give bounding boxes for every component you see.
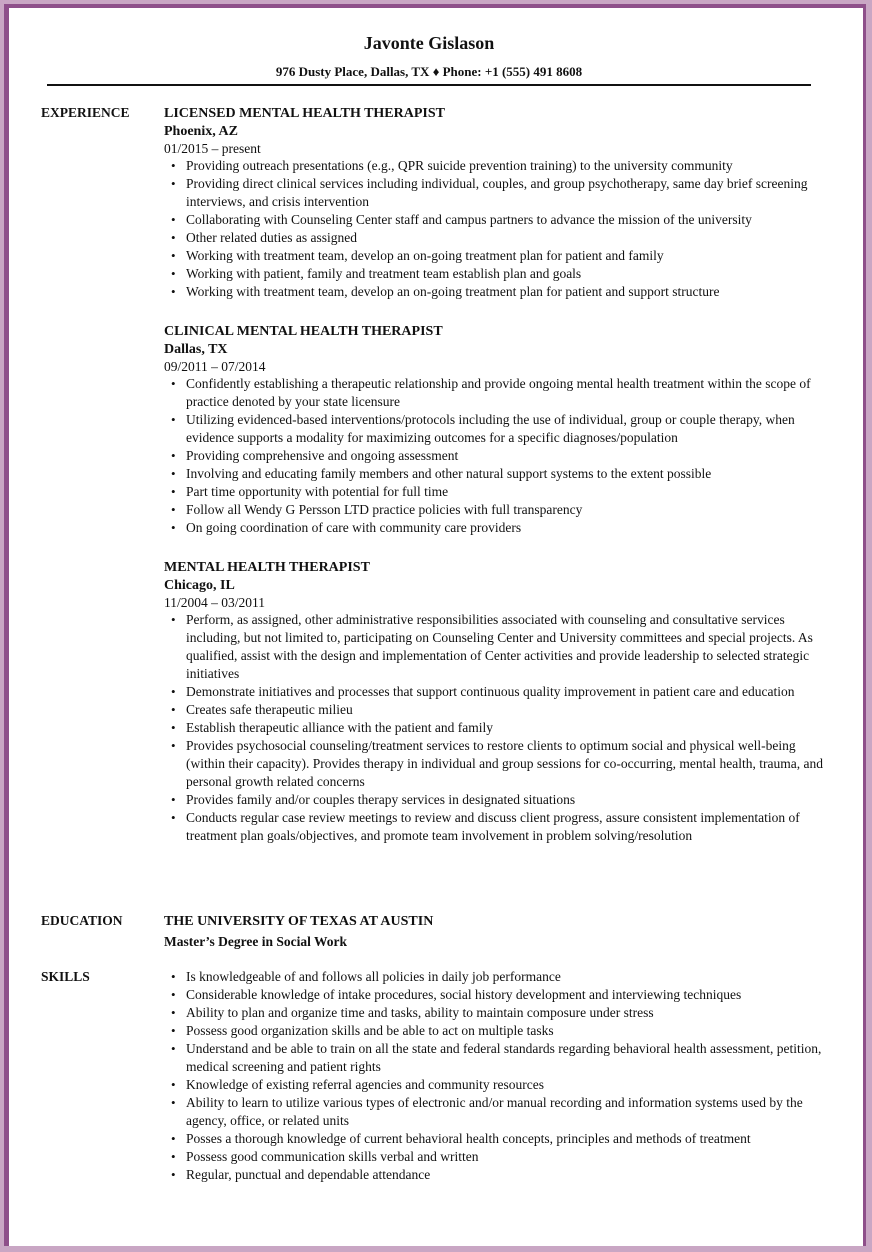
- bullet-item: • Providing outreach presentations (e.g., QPR suicide prevention training) to the university community: [186, 157, 824, 175]
- job-bullets: [164, 375, 824, 537]
- bullet-item: • Provides psychosocial counseling/treatment services to restore clients to optimum social and physical well-being (within their capacity). Provides therapy in individual and group sessions for co-occurring, mental health, trauma, and personal growth related concerns: [186, 737, 824, 791]
- bullet-item: • Other related duties as assigned: [186, 229, 824, 247]
- header-divider: [47, 84, 811, 86]
- experience-section: [164, 105, 824, 845]
- job-title: CLINICAL MENTAL HEALTH THERAPIST: [164, 324, 443, 339]
- experience-heading: EXPERIENCE: [41, 105, 130, 120]
- skill-item: • Posses a thorough knowledge of current behavioral health concepts, principles and methods of treatment: [186, 1130, 824, 1148]
- skill-item: • Possess good organization skills and be able to act on multiple tasks: [186, 1022, 824, 1040]
- skill-item: • Knowledge of existing referral agencies and community resources: [186, 1076, 824, 1094]
- bullet-item: • Establish therapeutic alliance with the patient and family: [186, 719, 824, 737]
- skill-item: • Understand and be able to train on all the state and federal standards regarding behavioral health assessment, petition, medical screening and patient rights: [186, 1040, 824, 1076]
- bullet-item: • Providing comprehensive and ongoing assessment: [186, 447, 824, 465]
- skills-section: [164, 968, 824, 1184]
- bullet-item: • Involving and educating family members and other natural support systems to the extent possible: [186, 465, 824, 483]
- education-section: [164, 913, 824, 951]
- job-bullets: [164, 157, 824, 301]
- contact-line: 976 Dusty Place, Dallas, TX ♦ Phone: +1 (555) 491 8608: [275, 64, 583, 79]
- bullet-item: • Working with treatment team, develop an on-going treatment plan for patient and family: [186, 247, 824, 265]
- skills-heading: SKILLS: [41, 969, 90, 984]
- job-location: Phoenix, AZ: [164, 124, 238, 139]
- bullet-item: • Follow all Wendy G Persson LTD practice policies with full transparency: [186, 501, 824, 519]
- bullet-item: • Confidently establishing a therapeutic relationship and provide ongoing mental health treatment within the scope of practice denoted by your state licensure: [186, 375, 824, 411]
- job-dates: 09/2011 – 07/2014: [164, 359, 266, 374]
- bullet-item: • Providing direct clinical services including individual, couples, and group psychotherapy, same day brief screening interviews, and crisis intervention: [186, 175, 824, 211]
- skill-item: • Considerable knowledge of intake procedures, social history development and interviewing techniques: [186, 986, 824, 1004]
- skills-list: [164, 968, 824, 1184]
- education-heading: EDUCATION: [41, 913, 123, 928]
- skill-item: • Regular, punctual and dependable attendance: [186, 1166, 824, 1184]
- job-location: Chicago, IL: [164, 578, 235, 593]
- bullet-item: • Creates safe therapeutic milieu: [186, 701, 824, 719]
- job-title: MENTAL HEALTH THERAPIST: [164, 560, 370, 575]
- job-dates: 11/2004 – 03/2011: [164, 595, 265, 610]
- job-bullets: [164, 611, 824, 845]
- bullet-item: • On going coordination of care with community care providers: [186, 519, 824, 537]
- job-dates: 01/2015 – present: [164, 141, 261, 156]
- bullet-item: • Working with patient, family and treatment team establish plan and goals: [186, 265, 824, 283]
- skill-item: • Is knowledgeable of and follows all policies in daily job performance: [186, 968, 824, 986]
- skill-item: • Ability to plan and organize time and tasks, ability to maintain composure under stress: [186, 1004, 824, 1022]
- bullet-item: • Utilizing evidenced-based interventions/protocols including the use of individual, group or couple therapy, when evidence supports a modality for maximizing outcomes for a specific diagnoses/population: [186, 411, 824, 447]
- bullet-item: • Perform, as assigned, other administrative responsibilities associated with counseling and consultative services including, but not limited to, participating on Counseling Center and University committees and special projects. As qualified, assist with the design and implementation of Center activities and provide leadership to selected strategic initiatives: [186, 611, 824, 683]
- degree-name: Master’s Degree in Social Work: [164, 934, 347, 949]
- candidate-name: Javonte Gislason: [363, 33, 495, 53]
- skill-item: • Possess good communication skills verbal and written: [186, 1148, 824, 1166]
- bullet-item: • Conducts regular case review meetings to review and discuss client progress, assure consistent implementation of treatment plan goals/objectives, and promote team involvement in problem solving/resolution: [186, 809, 824, 845]
- bullet-item: • Demonstrate initiatives and processes that support continuous quality improvement in patient care and education: [186, 683, 824, 701]
- skill-item: • Ability to learn to utilize various types of electronic and/or manual recording and information systems used by the agency, office, or related units: [186, 1094, 824, 1130]
- job-entry: [164, 323, 824, 537]
- job-location: Dallas, TX: [164, 342, 228, 357]
- bullet-item: • Collaborating with Counseling Center staff and campus partners to advance the mission of the university: [186, 211, 824, 229]
- job-entry: [164, 105, 824, 301]
- job-title: LICENSED MENTAL HEALTH THERAPIST: [164, 106, 445, 121]
- school-name: THE UNIVERSITY OF TEXAS AT AUSTIN: [164, 914, 434, 929]
- job-entry: [164, 559, 824, 845]
- bullet-item: • Part time opportunity with potential for full time: [186, 483, 824, 501]
- bullet-item: • Working with treatment team, develop an on-going treatment plan for patient and support structure: [186, 283, 824, 301]
- bullet-item: • Provides family and/or couples therapy services in designated situations: [186, 791, 824, 809]
